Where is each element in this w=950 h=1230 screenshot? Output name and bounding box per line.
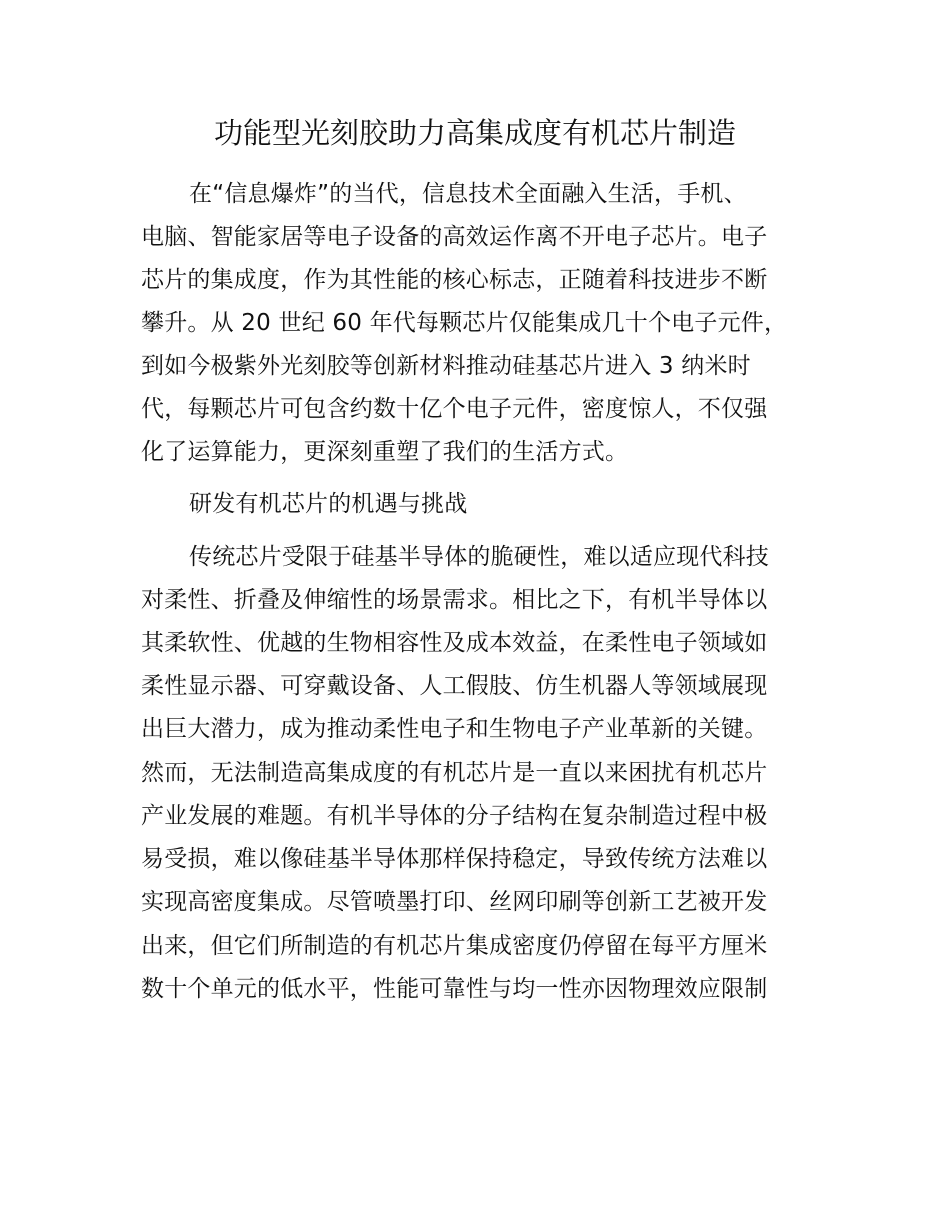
paragraph-2-line-4: 柔性显示器、可穿戴设备、人工假肢、仿生机器人等领域展现 (141, 673, 768, 699)
document-title: 功能型光刻胶助力高集成度有机芯片制造 (213, 116, 736, 150)
paragraph-1-line-4: 攀升。从 20 世纪 60 年代每颗芯片仅能集成几十个电子元件， (141, 310, 788, 336)
paragraph-1-line-5: 到如今极紫外光刻胶等创新材料推动硅基芯片进入 3 纳米时 (141, 353, 751, 379)
paragraph-1-line-3: 芯片的集成度，作为其性能的核心标志，正随着科技进步不断 (141, 267, 768, 293)
paragraph-2-line-10: 出来，但它们所制造的有机芯片集成密度仍停留在每平方厘米 (141, 933, 768, 959)
paragraph-2-line-5: 出巨大潜力，成为推动柔性电子和生物电子产业革新的关键。 (141, 716, 768, 742)
paragraph-2-line-3: 其柔软性、优越的生物相容性及成本效益，在柔性电子领域如 (141, 630, 768, 656)
paragraph-2-line-1: 传统芯片受限于硅基半导体的脆硬性，难以适应现代科技 (189, 544, 769, 570)
paragraph-1-line-1: 在“信息爆炸”的当代，信息技术全面融入生活，手机、 (189, 181, 747, 207)
paragraph-2-line-2: 对柔性、折叠及伸缩性的场景需求。相比之下，有机半导体以 (141, 587, 768, 613)
paragraph-2-line-6: 然而，无法制造高集成度的有机芯片是一直以来困扰有机芯片 (141, 760, 768, 786)
paragraph-1-line-7: 化了运算能力，更深刻重塑了我们的生活方式。 (141, 439, 629, 465)
paragraph-2-line-9: 实现高密度集成。尽管喷墨打印、丝网印刷等创新工艺被开发 (141, 889, 768, 915)
paragraph-2-line-11: 数十个单元的低水平，性能可靠性与均一性亦因物理效应限制 (141, 976, 768, 1002)
paragraph-1-line-6: 代，每颗芯片可包含约数十亿个电子元件，密度惊人，不仅强 (141, 396, 768, 422)
paragraph-1-line-2: 电脑、智能家居等电子设备的高效运作离不开电子芯片。电子 (141, 224, 768, 250)
section-subheading: 研发有机芯片的机遇与挑战 (189, 491, 468, 517)
paragraph-2-line-8: 易受损，难以像硅基半导体那样保持稳定，导致传统方法难以 (141, 846, 768, 872)
paragraph-2-line-7: 产业发展的难题。有机半导体的分子结构在复杂制造过程中极 (141, 803, 768, 829)
